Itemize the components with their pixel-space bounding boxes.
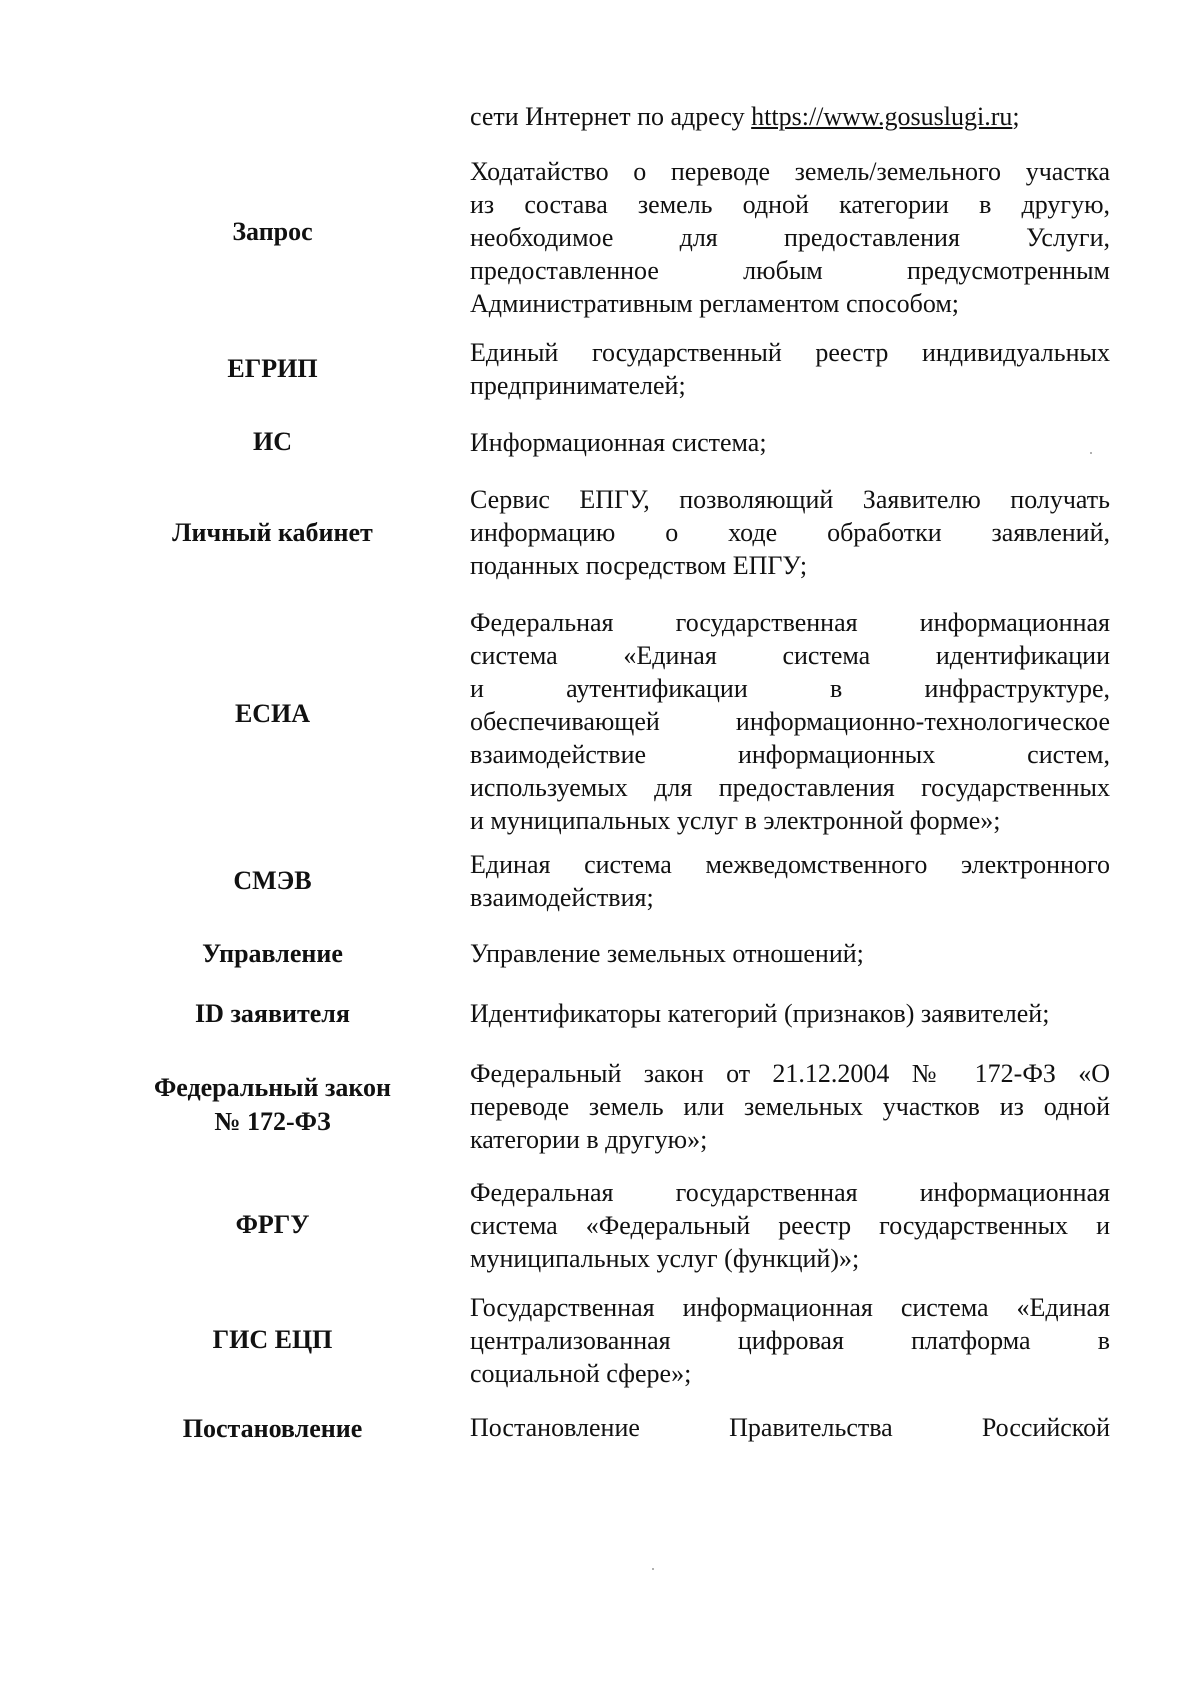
definition-federal-law <box>470 1057 1110 1156</box>
scan-speck <box>1090 452 1092 454</box>
term-postanovlenie: Постановление <box>182 1414 363 1443</box>
definition-line: социальной сфере»; <box>470 1359 692 1388</box>
definition-line: Постановление Правительства Российской <box>470 1413 1110 1442</box>
term-lichnyy-kabinet: Личный кабинет <box>172 518 373 547</box>
term-line: № 172-ФЗ <box>214 1107 331 1136</box>
intro-line <box>470 101 1110 133</box>
definition-line: предпринимателей; <box>470 371 686 400</box>
term-egrip: ЕГРИП <box>227 354 318 383</box>
definition-line: Единая система межведомственного электронного <box>470 850 1110 879</box>
definition-line: Управление земельных отношений; <box>470 939 864 968</box>
definition-line: Ходатайство о переводе земель/земельного участка <box>470 157 1110 186</box>
definition-id-zayavitelya <box>470 997 1110 1030</box>
definition-line: Федеральная государственная информационная <box>470 1178 1110 1207</box>
term-upravlenie: Управление <box>202 939 343 968</box>
definition-line: Государственная информационная система «Единая <box>470 1293 1110 1322</box>
term-federal-law <box>140 1071 405 1139</box>
definition-is <box>470 426 1110 459</box>
term-is: ИС <box>253 427 292 456</box>
definition-line: взаимодействие информационных систем, <box>470 740 1110 769</box>
definition-line: информацию о ходе обработки заявлений, <box>470 518 1110 547</box>
term-zapros: Запрос <box>232 217 313 246</box>
definition-line: категории в другую»; <box>470 1125 708 1154</box>
intro-prefix: сети Интернет по адресу <box>470 102 752 131</box>
definition-line: Единый государственный реестр индивидуальных <box>470 338 1110 367</box>
term-id-zayavitelya: ID заявителя <box>195 999 350 1028</box>
definition-lichnyy-kabinet <box>470 483 1110 582</box>
term-esia: ЕСИА <box>234 699 311 728</box>
term-gis-ecp: ГИС ЕЦП <box>212 1325 333 1354</box>
definition-line: из состава земель одной категории в другую, <box>470 190 1110 219</box>
definition-line: Сервис ЕПГУ, позволяющий Заявителю получать <box>470 485 1110 514</box>
definition-line: взаимодействия; <box>470 883 654 912</box>
gosuslugi-link[interactable]: https://www.gosuslugi.ru <box>751 102 1013 131</box>
definition-line: обеспечивающей информационно-технологическое <box>470 707 1110 736</box>
definition-line: система «Единая система идентификации <box>470 641 1110 670</box>
scan-speck <box>652 1568 654 1570</box>
definition-zapros <box>470 155 1110 320</box>
definition-line: и аутентификации в инфраструктуре, <box>470 674 1110 703</box>
definition-smev <box>470 848 1110 914</box>
definition-line: Федеральный закон от 21.12.2004 № 172-ФЗ «О <box>470 1059 1110 1088</box>
definition-egrip <box>470 336 1110 402</box>
definition-line: муниципальных услуг (функций)»; <box>470 1244 860 1273</box>
definition-line: и муниципальных услуг в электронной форме»; <box>470 806 1001 835</box>
definition-postanovlenie <box>470 1411 1110 1444</box>
definition-line: система «Федеральный реестр государственных и <box>470 1211 1110 1240</box>
definition-line: Информационная система; <box>470 428 767 457</box>
definition-line: предоставленное любым предусмотренным <box>470 256 1110 285</box>
definition-line: Административным регламентом способом; <box>470 289 960 318</box>
intro-suffix: ; <box>1012 102 1020 131</box>
definition-line: необходимое для предоставления Услуги, <box>470 223 1110 252</box>
definition-esia <box>470 606 1110 837</box>
term-smev: СМЭВ <box>233 866 312 895</box>
definition-line: централизованная цифровая платформа в <box>470 1326 1110 1355</box>
term-line: Федеральный закон <box>153 1073 392 1102</box>
definition-gis-ecp <box>470 1291 1110 1390</box>
term-frgu: ФРГУ <box>235 1210 310 1239</box>
definition-line: переводе земель или земельных участков из одной <box>470 1092 1110 1121</box>
definition-line: Федеральная государственная информационная <box>470 608 1110 637</box>
definition-frgu <box>470 1176 1110 1275</box>
definition-line: используемых для предоставления государственных <box>470 773 1110 802</box>
definition-line: Идентификаторы категорий (признаков) заявителей; <box>470 999 1050 1028</box>
definition-line: поданных посредством ЕПГУ; <box>470 551 808 580</box>
definition-upravlenie <box>470 937 1110 970</box>
